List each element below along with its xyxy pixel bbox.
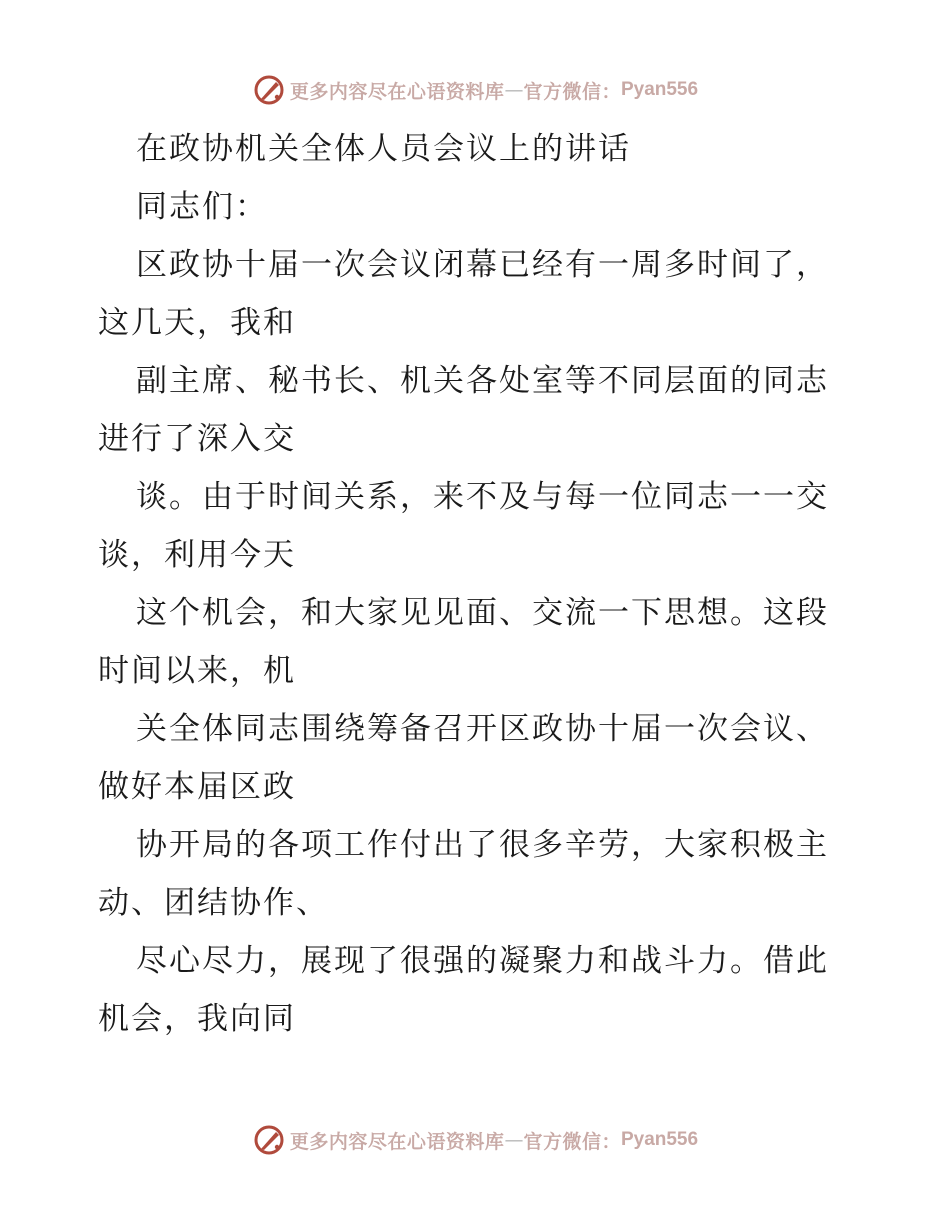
text-line: 谈，利用今天 <box>98 537 296 573</box>
text-line: 时间以来，机 <box>98 653 296 689</box>
footer-watermark <box>0 1120 950 1160</box>
text-line: 做好本届区政 <box>98 769 296 805</box>
salutation: 同志们： <box>136 189 268 225</box>
text-line: 协开局的各项工作付出了很多辛劳，大家积极主 <box>136 827 829 863</box>
text-line: 这个机会，和大家见见面、交流一下思想。这段 <box>136 595 829 631</box>
watermark-separator: — <box>504 79 524 101</box>
document-title: 在政协机关全体人员会议上的讲话 <box>136 131 631 167</box>
text-line: 这几天，我和 <box>98 305 296 341</box>
text-line: 尽心尽力，展现了很强的凝聚力和战斗力。借此 <box>136 943 829 979</box>
watermark-site-text: 更多内容尽在心语资料库 <box>289 80 505 103</box>
quill-circle-icon <box>252 73 286 107</box>
watermark-wechat-label: 官方微信： <box>523 80 621 103</box>
quill-circle-icon <box>252 1123 286 1157</box>
watermark-handle: Pyan556 <box>620 1129 699 1150</box>
text-line: 进行了深入交 <box>98 421 296 457</box>
text-line: 谈。由于时间关系，来不及与每一位同志一一交 <box>136 479 829 515</box>
text-line: 机会，我向同 <box>98 1001 296 1037</box>
header-watermark <box>0 70 950 110</box>
watermark-site-text: 更多内容尽在心语资料库 <box>289 1130 505 1153</box>
watermark-separator: — <box>504 1129 524 1151</box>
document-body <box>98 120 858 1048</box>
watermark-handle: Pyan556 <box>620 79 699 100</box>
text-line: 关全体同志围绕筹备召开区政协十届一次会议、 <box>136 711 829 747</box>
text-line: 副主席、秘书长、机关各处室等不同层面的同志 <box>136 363 829 399</box>
text-line: 动、团结协作、 <box>98 885 329 921</box>
text-line: 区政协十届一次会议闭幕已经有一周多时间了， <box>136 247 829 283</box>
watermark-wechat-label: 官方微信： <box>523 1130 621 1153</box>
